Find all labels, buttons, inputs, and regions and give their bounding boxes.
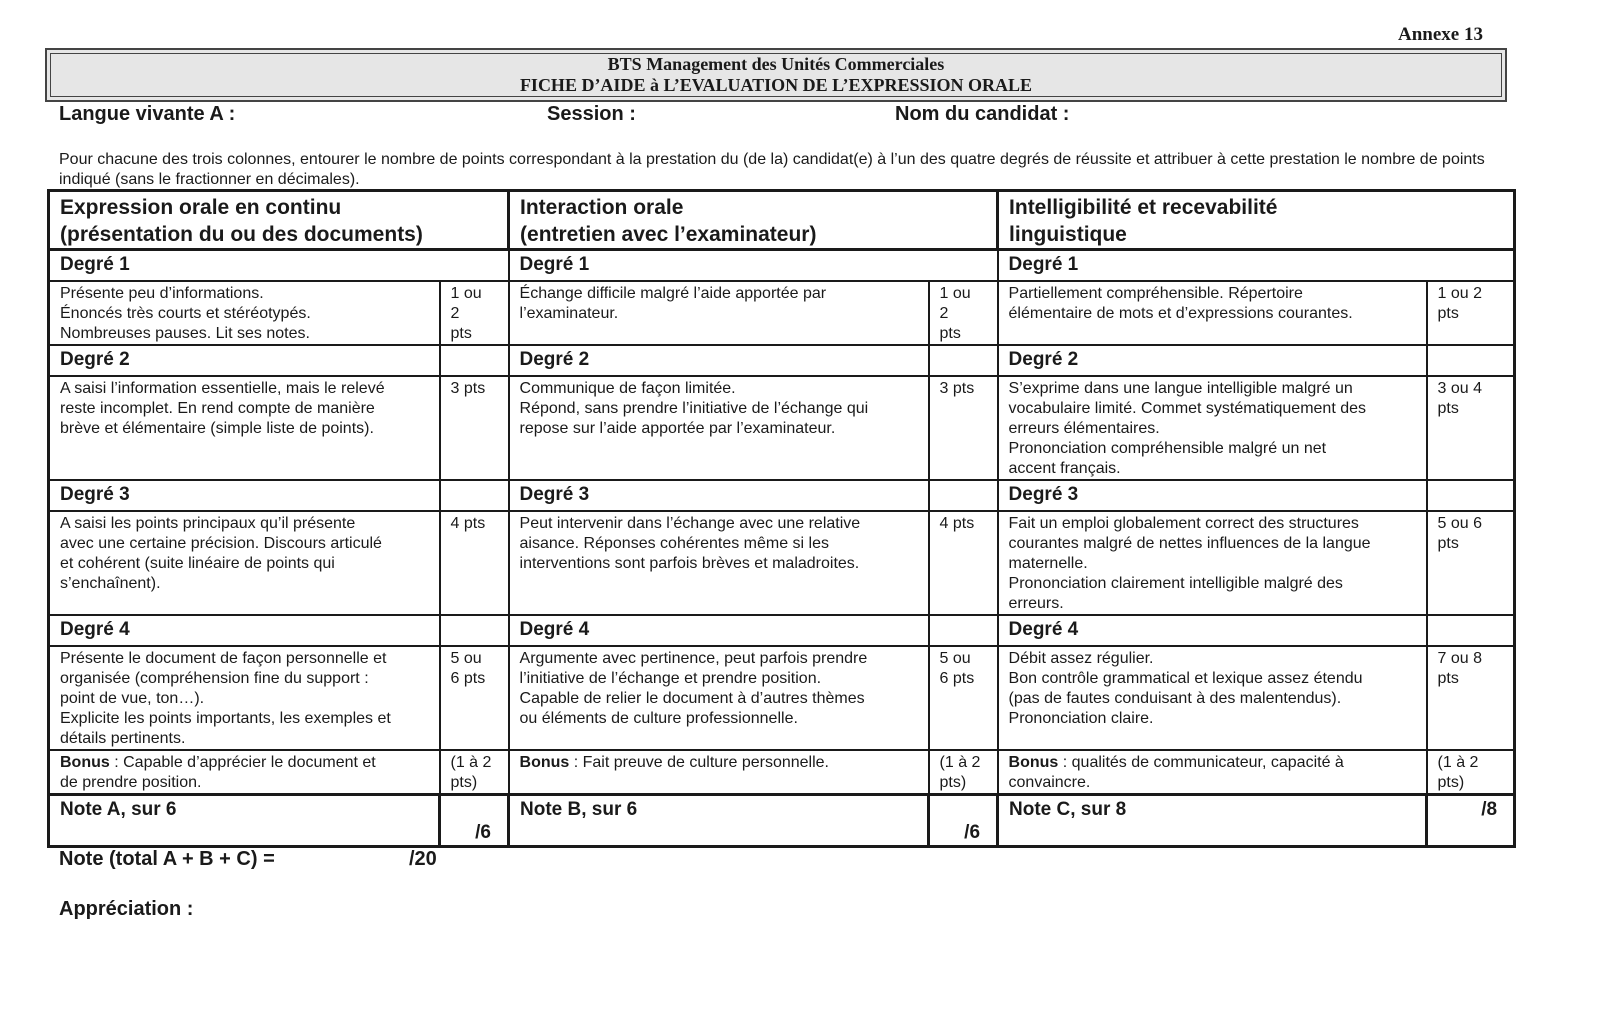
total-note [59, 848, 437, 871]
points-cell[interactable]: 3 pts [929, 376, 998, 480]
empty-cell [1427, 345, 1515, 376]
bonus-points[interactable]: (1 à 2 pts) [440, 750, 509, 795]
criteria-text: Communique de façon limitée. Répond, sans prendre l’initiative de l’échange qui repose sur l’aide apportée par l’examinateur. [509, 376, 929, 480]
empty-cell [929, 345, 998, 376]
points-cell[interactable]: 5 ou 6 pts [1427, 511, 1515, 615]
points-cell[interactable]: 5 ou 6 pts [440, 646, 509, 750]
degree-3-label-row [49, 480, 1515, 511]
annexe-label: Annexe 13 [1398, 24, 1483, 45]
bonus-text: Bonus : Capable d’apprécier le document et de prendre position. [49, 750, 440, 795]
grid-header-row [49, 191, 1515, 250]
total-denominator[interactable]: /20 [409, 848, 437, 870]
degree-1-row [49, 281, 1515, 345]
column-c-header: Intelligibilité et recevabilité linguistique [998, 191, 1515, 250]
criteria-text: S’exprime dans une langue intelligible malgré un vocabulaire limité. Commet systématiquement des erreurs élémentaires. Prononciation compréhensible malgré un net accent français. [998, 376, 1427, 480]
total-label: Note (total A + B + C) = [59, 848, 275, 870]
criteria-text: Débit assez régulier. Bon contrôle grammatical et lexique assez étendu (pas de fautes conduisant à des malentendus). Prononciation claire. [998, 646, 1427, 750]
empty-cell [929, 615, 998, 646]
bonus-points[interactable]: (1 à 2 pts) [1427, 750, 1515, 795]
bonus-row [49, 750, 1515, 795]
points-cell[interactable]: 3 ou 4 pts [1427, 376, 1515, 480]
note-c-input[interactable]: /8 [1427, 794, 1515, 846]
criteria-text: Argumente avec pertinence, peut parfois prendre l’initiative de l’échange et prendre position. Capable de relier le document à d’autres thèmes ou éléments de culture professionnelle. [509, 646, 929, 750]
note-c-label: Note C, sur 8 [998, 794, 1427, 846]
form-title-box [45, 48, 1507, 102]
appreciation-label: Appréciation : [59, 898, 194, 920]
points-cell[interactable]: 7 ou 8 pts [1427, 646, 1515, 750]
degree-label: Degré 1 [998, 250, 1515, 281]
session-label: Session : [547, 103, 636, 125]
points-cell[interactable]: 4 pts [440, 511, 509, 615]
points-cell[interactable]: 1 ou 2 pts [1427, 281, 1515, 345]
degree-label: Degré 4 [998, 615, 1427, 646]
criteria-text: A saisi les points principaux qu’il présente avec une certaine précision. Discours articulé et cohérent (suite linéaire de points qui s’enchaînent). [49, 511, 440, 615]
degree-1-label-row [49, 250, 1515, 281]
points-cell[interactable]: 1 ou 2 pts [929, 281, 998, 345]
langue-label: Langue vivante A : [59, 103, 236, 125]
note-a-label: Note A, sur 6 [49, 794, 440, 846]
criteria-text: Présente peu d’informations. Énoncés très courts et stéréotypés. Nombreuses pauses. Lit ses notes. [49, 281, 440, 345]
degree-4-row [49, 646, 1515, 750]
empty-cell [440, 345, 509, 376]
empty-cell [1427, 480, 1515, 511]
degree-4-label-row [49, 615, 1515, 646]
points-cell[interactable]: 3 pts [440, 376, 509, 480]
bonus-text: Bonus : qualités de communicateur, capacité à convaincre. [998, 750, 1427, 795]
bonus-points[interactable]: (1 à 2 pts) [929, 750, 998, 795]
degree-2-label-row [49, 345, 1515, 376]
criteria-text: Fait un emploi globalement correct des structures courantes malgré de nettes influences de la langue maternelle. Prononciation clairement intelligible malgré des erreurs. [998, 511, 1427, 615]
degree-label: Degré 2 [49, 345, 440, 376]
points-cell[interactable]: 5 ou 6 pts [929, 646, 998, 750]
degree-label: Degré 3 [509, 480, 929, 511]
criteria-text: Peut intervenir dans l’échange avec une relative aisance. Réponses cohérentes même si les interventions sont parfois brèves et maladroites. [509, 511, 929, 615]
degree-label: Degré 4 [509, 615, 929, 646]
evaluation-grid [47, 189, 1516, 848]
criteria-text: A saisi l’information essentielle, mais le relevé reste incomplet. En rend compte de manière brève et élémentaire (simple liste de points). [49, 376, 440, 480]
column-b-header: Interaction orale (entretien avec l’examinateur) [509, 191, 998, 250]
degree-2-row [49, 376, 1515, 480]
criteria-text: Échange difficile malgré l’aide apportée par l’examinateur. [509, 281, 929, 345]
note-row [49, 794, 1515, 846]
criteria-text: Présente le document de façon personnelle et organisée (compréhension fine du support : point de vue, ton…). Explicite les points importants, les exemples et détails pertinents. [49, 646, 440, 750]
empty-cell [440, 615, 509, 646]
degree-label: Degré 2 [998, 345, 1427, 376]
note-b-label: Note B, sur 6 [509, 794, 929, 846]
degree-label: Degré 3 [49, 480, 440, 511]
degree-label: Degré 1 [49, 250, 509, 281]
empty-cell [1427, 615, 1515, 646]
column-a-header: Expression orale en continu (présentation du ou des documents) [49, 191, 509, 250]
degree-3-row [49, 511, 1515, 615]
degree-label: Degré 3 [998, 480, 1427, 511]
bonus-text: Bonus : Fait preuve de culture personnelle. [509, 750, 929, 795]
instructions: Pour chacune des trois colonnes, entourer le nombre de points correspondant à la prestation du (de la) candidat(e) à l’un des quatre degrés de réussite et attribuer à cette prestation le nombre de points indiqué (sans le fractionner en décimales). [59, 151, 1485, 188]
form-title-line1: BTS Management des Unités Commerciales [607, 54, 945, 74]
degree-label: Degré 1 [509, 250, 998, 281]
form-title-line2: FICHE D’AIDE à L’EVALUATION DE L’EXPRESSION ORALE [519, 75, 1033, 95]
points-cell[interactable]: 1 ou 2 pts [440, 281, 509, 345]
degree-label: Degré 4 [49, 615, 440, 646]
note-b-input[interactable]: /6 [929, 794, 998, 846]
degree-label: Degré 2 [509, 345, 929, 376]
points-cell[interactable]: 4 pts [929, 511, 998, 615]
note-a-input[interactable]: /6 [440, 794, 509, 846]
candidate-name-label: Nom du candidat : [895, 103, 1070, 125]
empty-cell [440, 480, 509, 511]
criteria-text: Partiellement compréhensible. Répertoire élémentaire de mots et d’expressions courantes. [998, 281, 1427, 345]
empty-cell [929, 480, 998, 511]
